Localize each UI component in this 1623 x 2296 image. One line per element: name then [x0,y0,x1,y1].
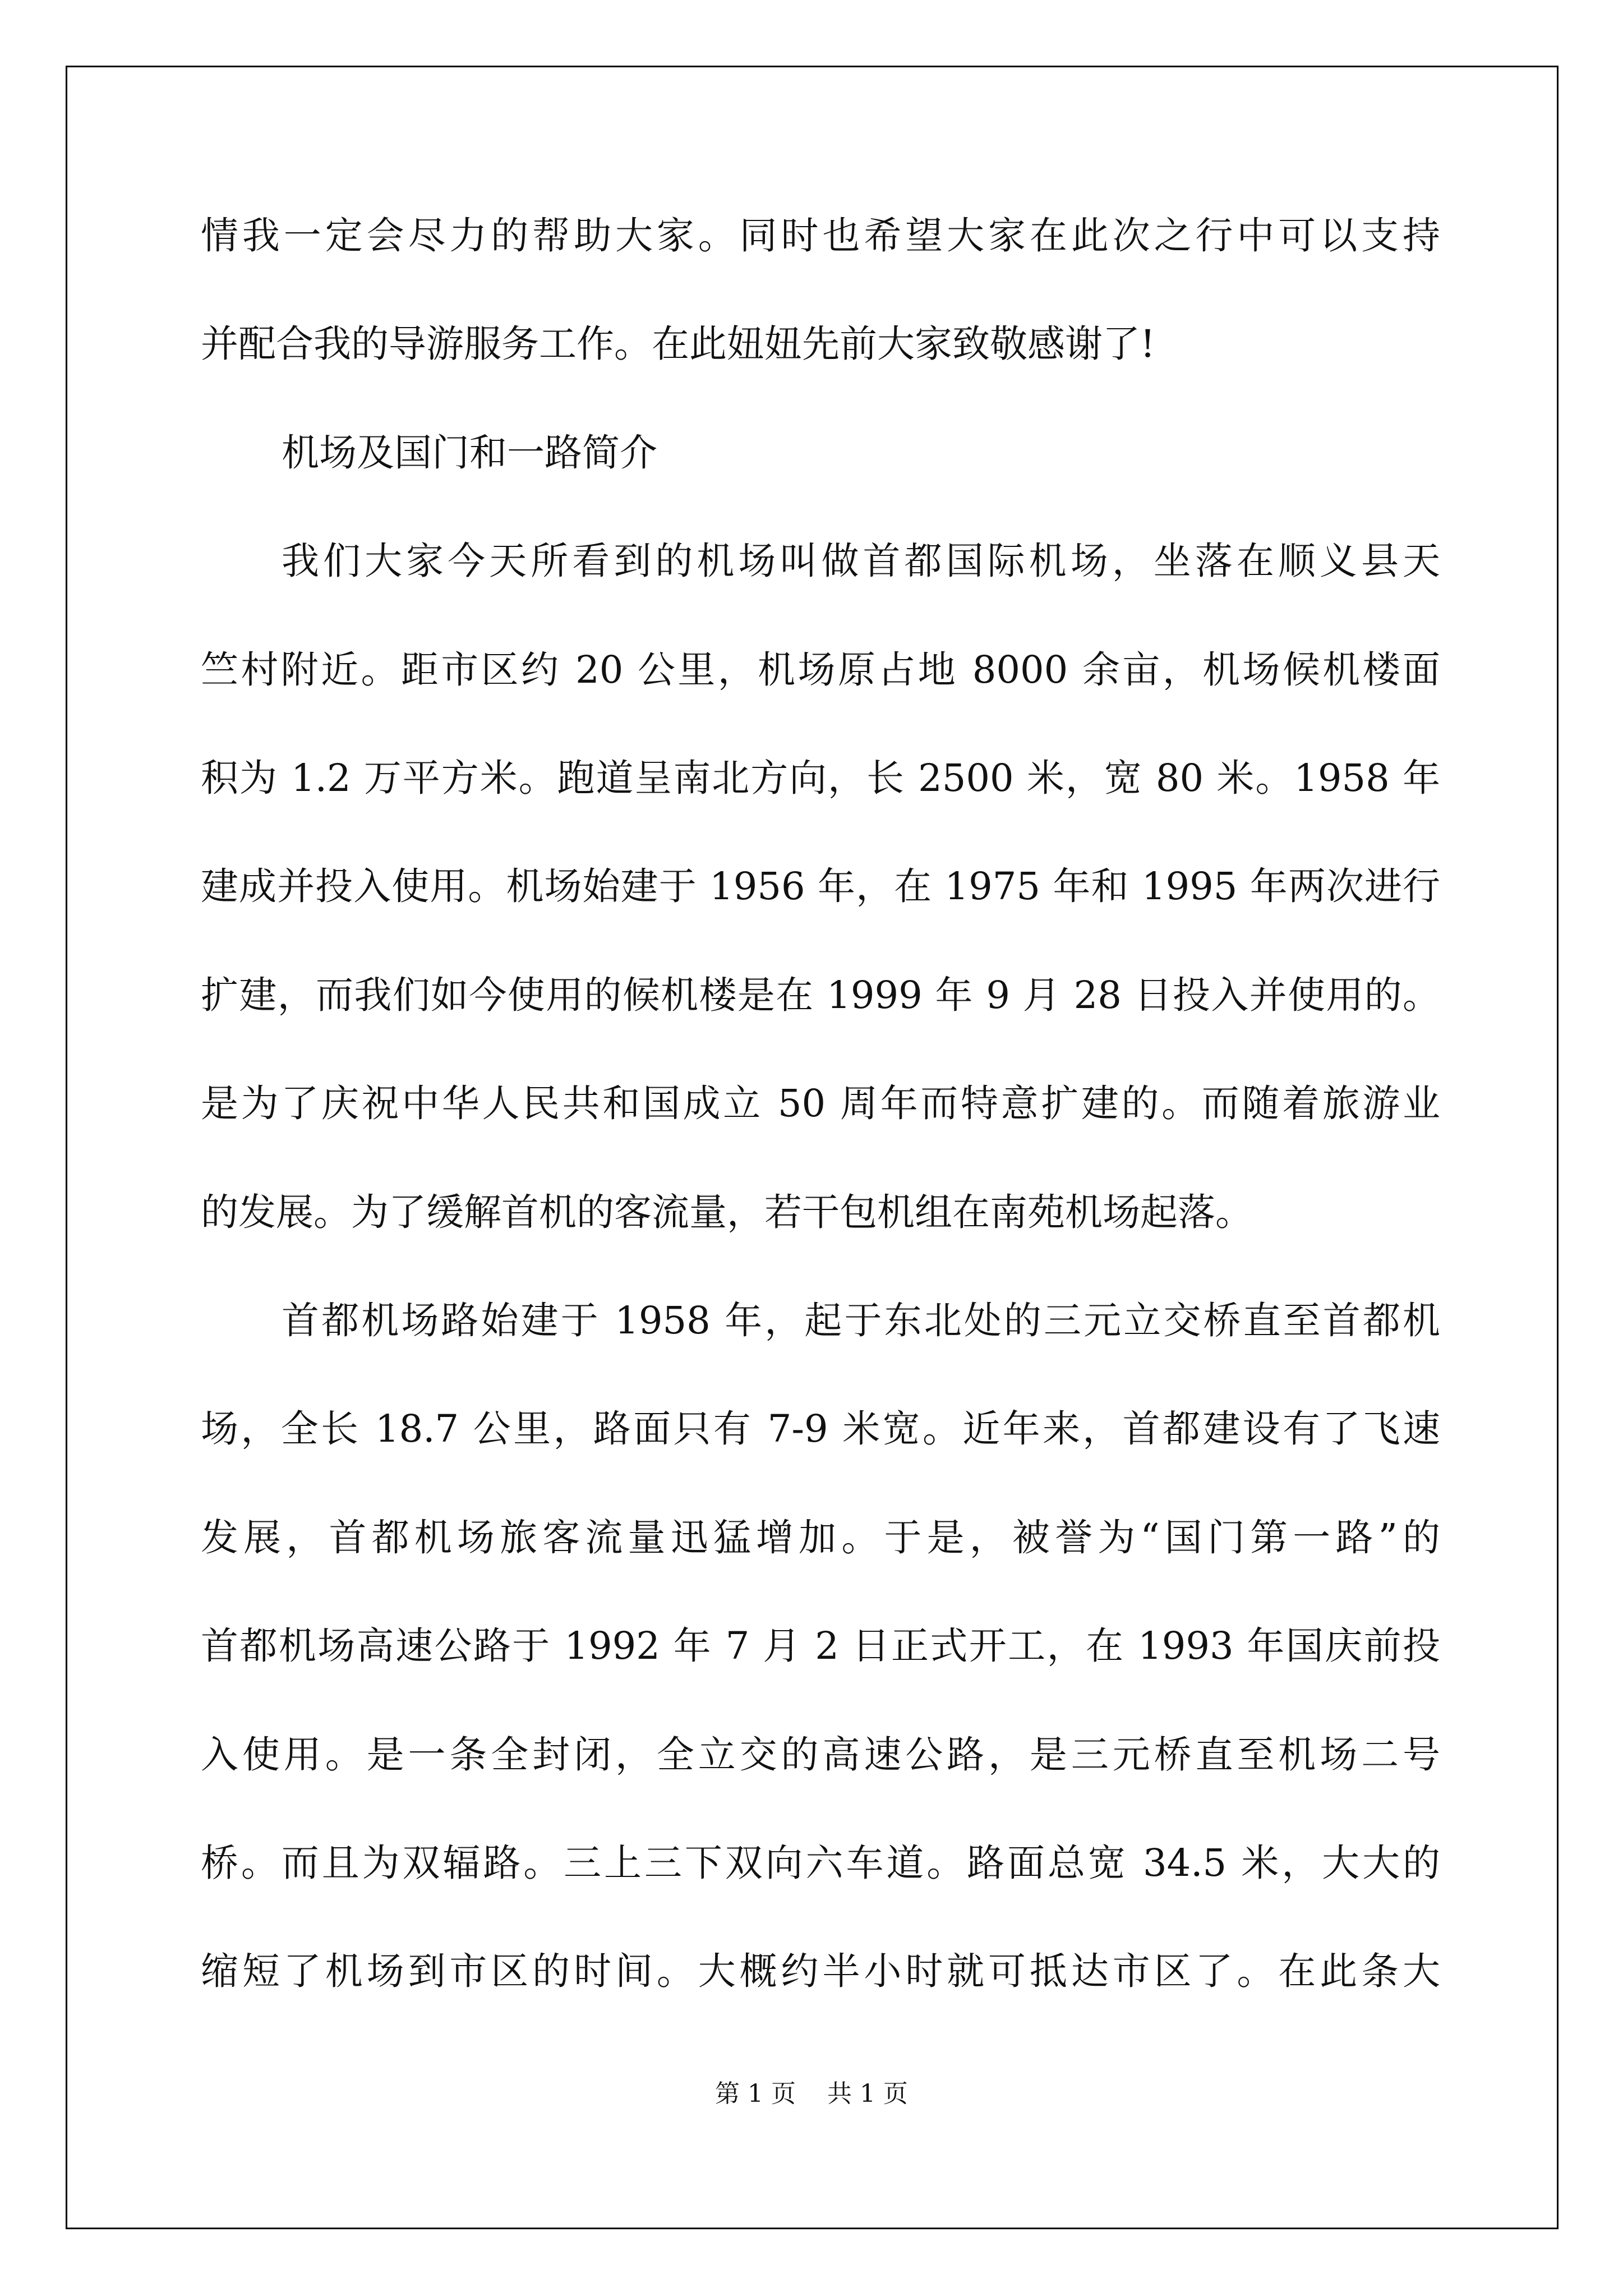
text-line: 首都机场路始建于 1958 年，起于东北处的三元立交桥直至首都机 [282,1299,1440,1342]
text-line: 扩建，而我们如今使用的候机楼是在 1999 年 9 月 28 日投入并使用的。 [201,973,1440,1017]
text-line: 是为了庆祝中华人民共和国成立 50 周年而特意扩建的。而随着旅游业 [201,1082,1440,1125]
text-line: 我们大家今天所看到的机场叫做首都国际机场，坐落在顺义县天 [282,539,1440,583]
text-line: 缩短了机场到市区的时间。大概约半小时就可抵达市区了。在此条大 [201,1949,1440,1993]
section-heading: 机场及国门和一路简介 [282,431,657,475]
text-line: 桥。而且为双辐路。三上三下双向六车道。路面总宽 34.5 米，大大的 [201,1841,1440,1885]
text-line: 情我一定会尽力的帮助大家。同时也希望大家在此次之行中可以支持 [201,214,1440,257]
text-line: 首都机场高速公路于 1992 年 7 月 2 日正式开工，在 1993 年国庆前投 [201,1624,1440,1668]
text-line: 的发展。为了缓解首机的客流量，若干包机组在南苑机场起落。 [201,1190,1253,1234]
page-border [66,66,1559,2229]
text-line: 发展，首都机场旅客流量迅猛增加。于是，被誉为“国门第一路”的 [201,1516,1440,1559]
text-line: 竺村附近。距市区约 20 公里，机场原占地 8000 余亩，机场候机楼面 [201,648,1440,692]
text-line: 建成并投入使用。机场始建于 1956 年，在 1975 年和 1995 年两次进行 [201,864,1440,908]
text-line: 积为 1.2 万平方米。跑道呈南北方向，长 2500 米，宽 80 米。1958 年 [201,756,1440,800]
text-line: 场，全长 18.7 公里，路面只有 7-9 米宽。近年来，首都建设有了飞速 [201,1407,1440,1451]
text-line: 并配合我的导游服务工作。在此妞妞先前大家致敬感谢了! [201,322,1155,366]
page-number-footer: 第 1 页 共 1 页 [715,2079,908,2108]
text-line: 入使用。是一条全封闭，全立交的高速公路，是三元桥直至机场二号 [201,1733,1440,1777]
